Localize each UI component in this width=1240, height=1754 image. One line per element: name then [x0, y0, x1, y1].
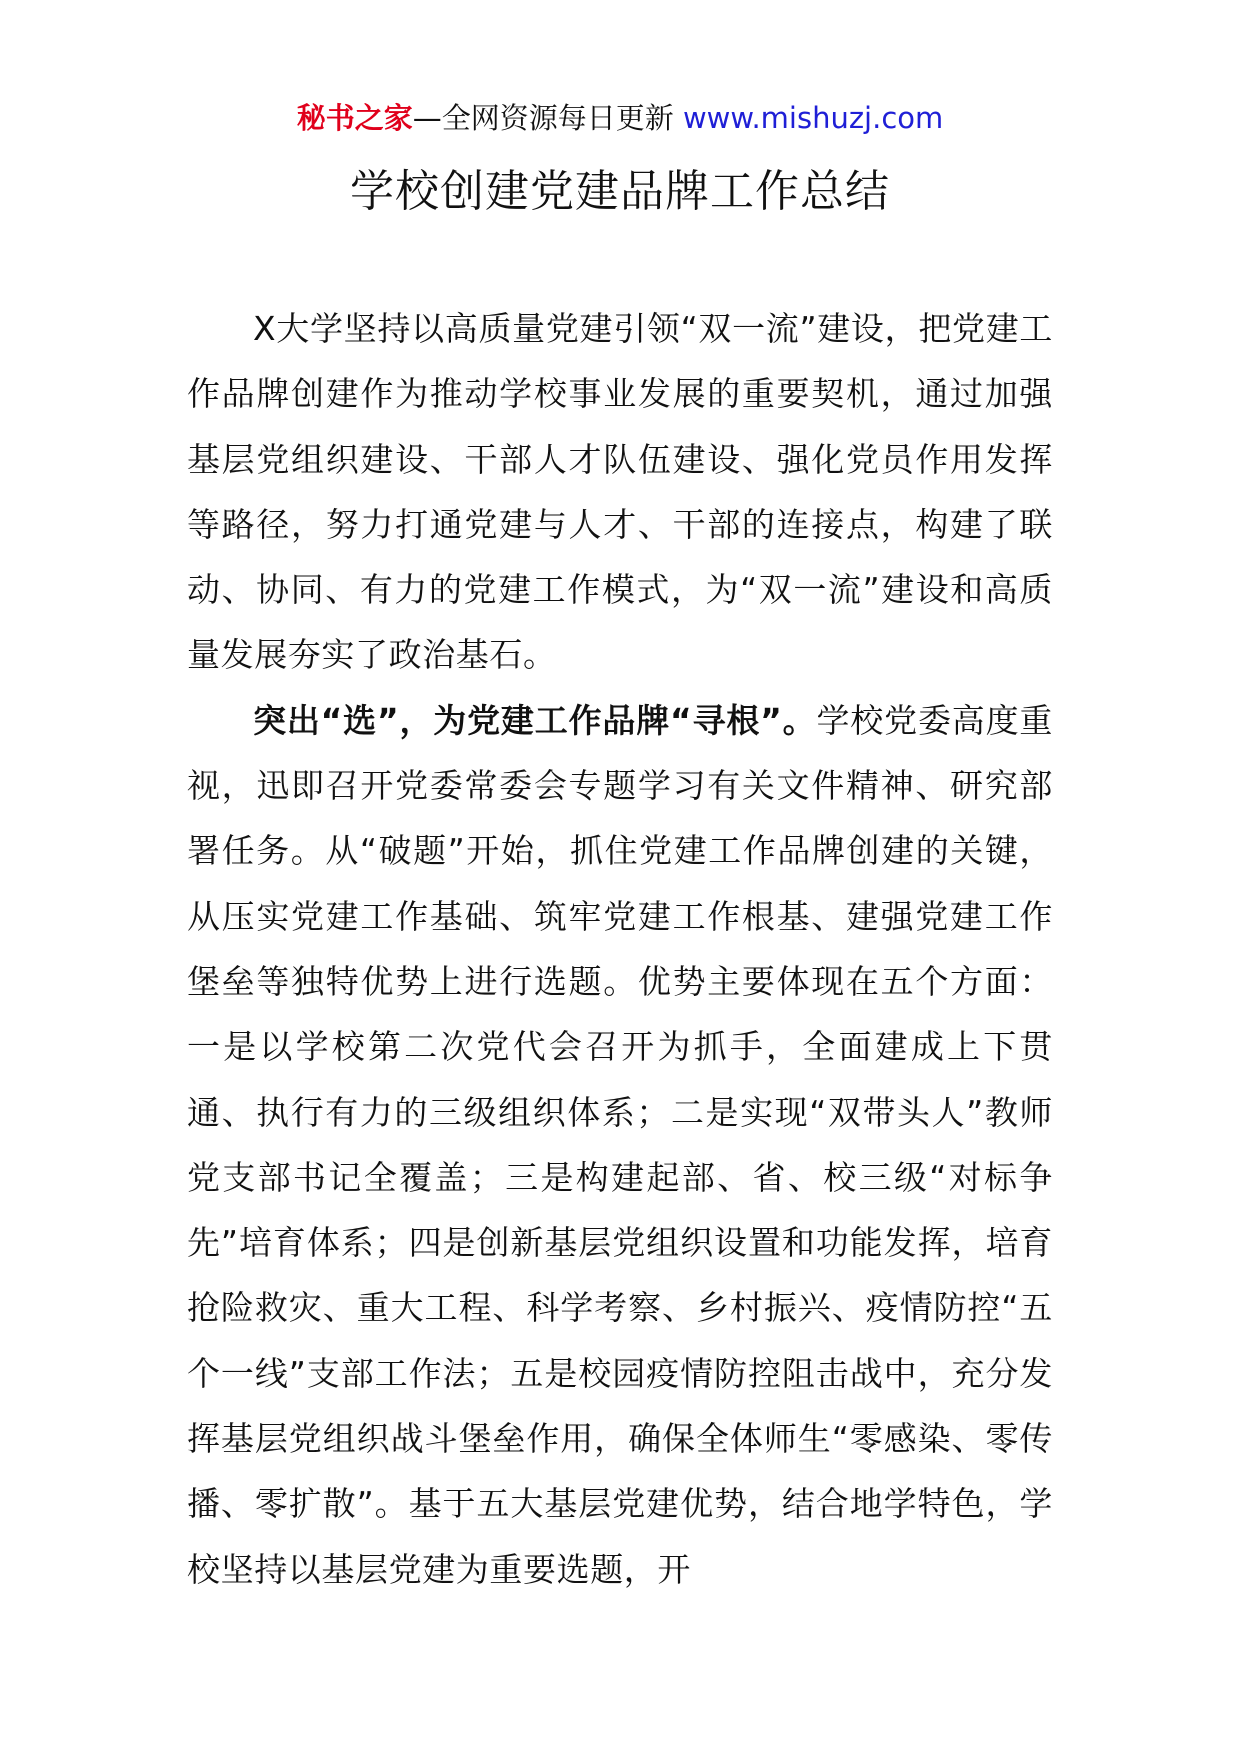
- paragraph-select: [187, 688, 1053, 1602]
- document-body: [187, 296, 1053, 1602]
- paragraph-intro: [187, 296, 1053, 688]
- site-tagline: —全网资源每日更新: [412, 101, 683, 135]
- paragraph-text: 学校党委高度重视，迅即召开党委常委会专题学习有关文件精神、研究部署任务。从“破题”开始，抓住党建工作品牌创建的关键，从压实党建工作基础、筑牢党建工作根基、建强党建工作堡垒等独特优势上进行选题。优势主要体现在五个方面：一是以学校第二次党代会召开为抓手，全面建成上下贯通、执行有力的三级组织体系；二是实现“双带头人”教师党支部书记全覆盖；三是构建起部、省、校三级“对标争先”培育体系；四是创新基层党组织设置和功能发挥，培育抢险救灾、重大工程、科学考察、乡村振兴、疫情防控“五个一线”支部工作法；五是校园疫情防控阻击战中，充分发挥基层党组织战斗堡垒作用，确保全体师生“零感染、零传播、零扩散”。基于五大基层党建优势，结合地学特色，学校坚持以基层党建为重要选题，开: [187, 700, 1053, 1589]
- paragraph-lead: 突出“选”，为党建工作品牌“寻根”。: [253, 700, 817, 740]
- site-brand: 秘书之家: [296, 101, 413, 135]
- document-title: 学校创建党建品牌工作总结: [350, 166, 890, 217]
- site-url-link[interactable]: www.mishuzj.com: [682, 101, 944, 135]
- site-header: [0, 98, 1240, 138]
- paragraph-text: X大学坚持以高质量党建引领“双一流”建设，把党建工作品牌创建作为推动学校事业发展的重要契机，通过加强基层党组织建设、干部人才队伍建设、强化党员作用发挥等路径，努力打通党建与人才、干部的连接点，构建了联动、协同、有力的党建工作模式，为“双一流”建设和高质量发展夯实了政治基石。: [187, 309, 1053, 675]
